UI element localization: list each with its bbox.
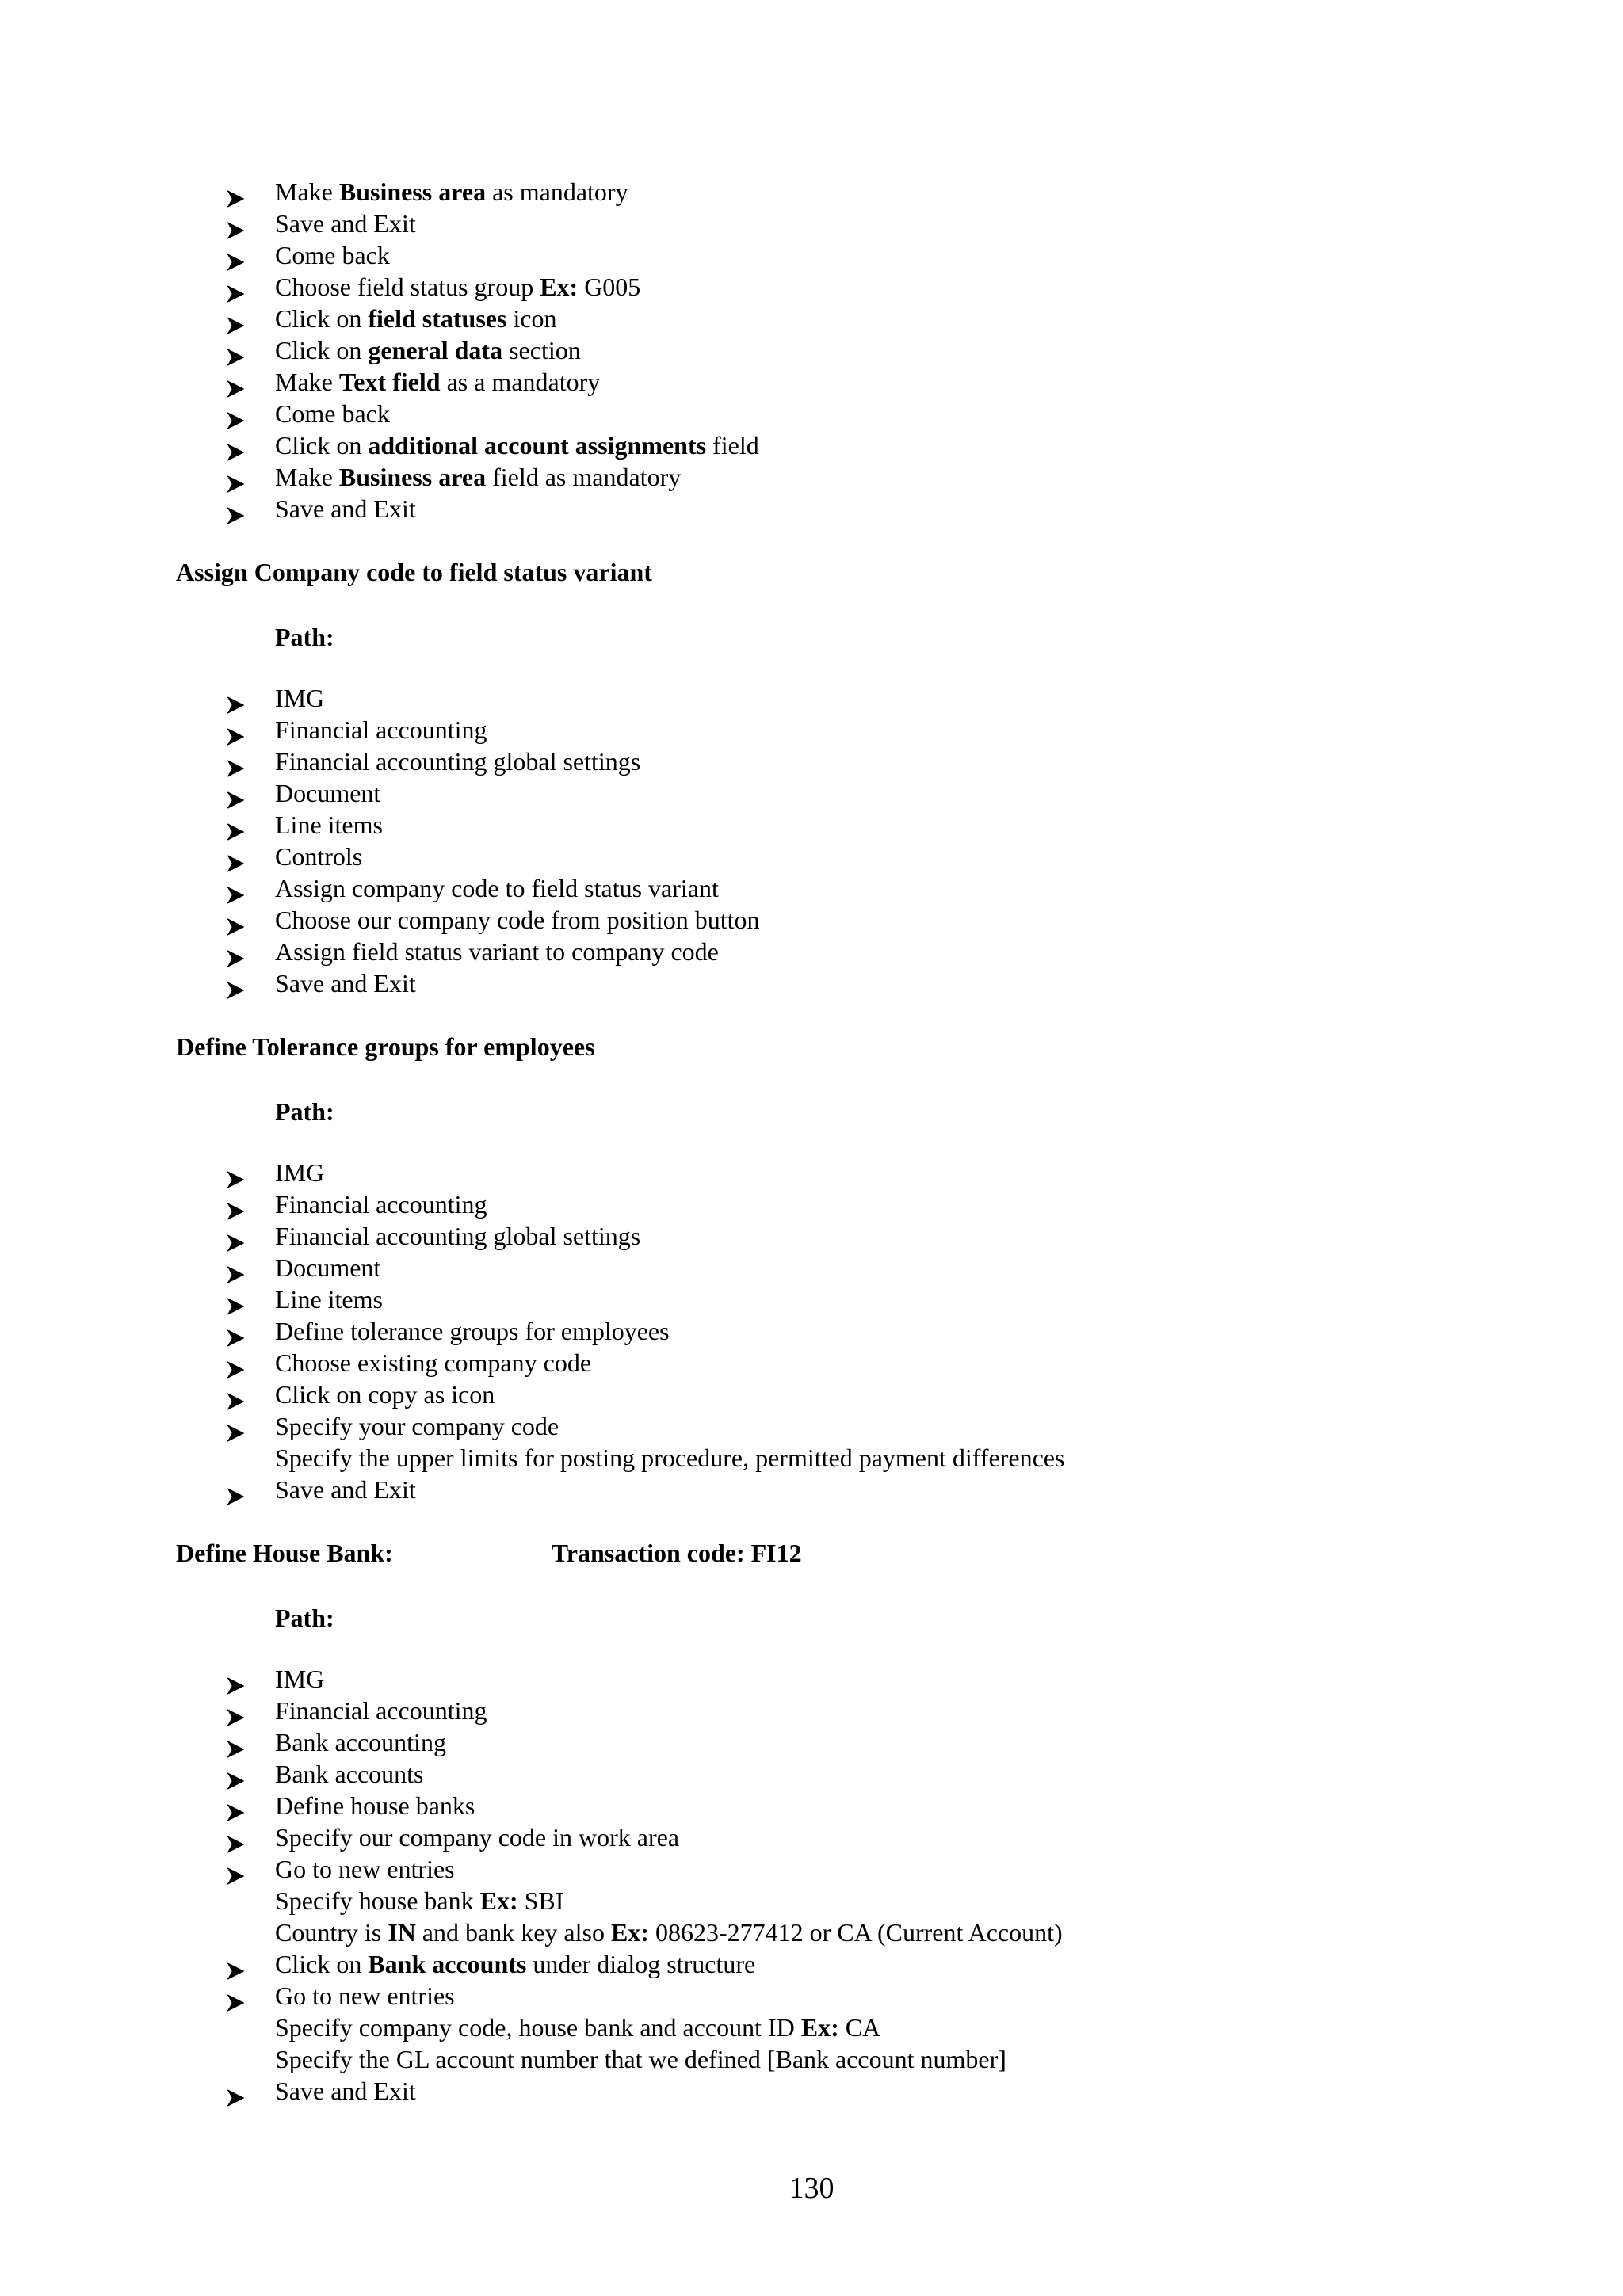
text-run: Make xyxy=(275,463,339,491)
list-item xyxy=(176,1948,1460,1980)
list-item xyxy=(176,1695,1460,1726)
arrow-bullet-icon xyxy=(227,1670,244,1688)
bullet-list-tolerance xyxy=(176,1157,1460,1505)
bold-text: Ex: xyxy=(540,273,579,301)
list-item xyxy=(176,1379,1460,1410)
bold-text: Ex: xyxy=(479,1886,518,1915)
bold-text: general data xyxy=(368,336,503,364)
arrow-bullet-icon xyxy=(227,1987,244,2004)
path-label: Path: xyxy=(275,1097,334,1126)
text-run: Specify house bank xyxy=(275,1886,480,1915)
transaction-code: Transaction code: FI12 xyxy=(551,1539,802,1567)
list-item xyxy=(176,1726,1460,1758)
list-item xyxy=(176,1663,1460,1695)
text-run: Click on copy as icon xyxy=(275,1380,495,1409)
document-body xyxy=(176,176,1460,2107)
heading-text: Define House Bank: xyxy=(176,1539,393,1567)
text-run: field xyxy=(706,431,759,460)
list-item xyxy=(176,334,1460,366)
arrow-bullet-icon xyxy=(227,753,244,770)
arrow-bullet-icon xyxy=(227,278,244,296)
arrow-bullet-icon xyxy=(227,1797,244,1814)
page-number: 130 xyxy=(789,2172,834,2205)
text-run: Document xyxy=(275,779,381,807)
list-item xyxy=(176,777,1460,809)
text-run: Specify company code, house bank and account ID xyxy=(275,2013,801,2042)
arrow-bullet-icon xyxy=(227,1291,244,1308)
path-label: Path: xyxy=(275,623,334,651)
arrow-bullet-icon xyxy=(227,911,244,929)
arrow-bullet-icon xyxy=(227,468,244,486)
arrow-bullet-icon xyxy=(227,373,244,391)
text-run: section xyxy=(502,336,581,364)
bold-text: IN xyxy=(388,1918,416,1947)
text-run: Click on xyxy=(275,1950,369,1978)
text-run: Save and Exit xyxy=(275,209,416,238)
text-run: Financial accounting global settings xyxy=(275,1222,641,1250)
list-item-continuation xyxy=(176,2012,1460,2043)
text-run: Document xyxy=(275,1253,381,1282)
list-item xyxy=(176,1980,1460,2012)
text-run: Country is xyxy=(275,1918,388,1947)
text-run: as a mandatory xyxy=(440,368,601,396)
text-run: Define tolerance groups for employees xyxy=(275,1317,670,1345)
text-run: Bank accounting xyxy=(275,1728,446,1756)
arrow-bullet-icon xyxy=(227,1702,244,1719)
text-run: Financial accounting xyxy=(275,1696,487,1725)
text-run: Define house banks xyxy=(275,1791,475,1820)
path-label: Path: xyxy=(275,1604,334,1632)
text-run: Save and Exit xyxy=(275,2077,416,2105)
list-item xyxy=(176,176,1460,208)
arrow-bullet-icon xyxy=(227,848,244,865)
arrow-bullet-icon xyxy=(227,943,244,960)
section-heading-tolerance-groups: Define Tolerance groups for employees xyxy=(176,1032,595,1061)
bold-text: Bank accounts xyxy=(368,1950,527,1978)
bold-text: additional account assignments xyxy=(368,431,707,460)
bold-text: field statuses xyxy=(368,304,507,333)
arrow-bullet-icon xyxy=(227,183,244,200)
arrow-bullet-icon xyxy=(227,2082,244,2100)
arrow-bullet-icon xyxy=(227,974,244,992)
list-item xyxy=(176,461,1460,493)
text-run: Choose field status group xyxy=(275,273,540,301)
bullet-list-assign xyxy=(176,682,1460,999)
arrow-bullet-icon xyxy=(227,1322,244,1340)
list-item xyxy=(176,1474,1460,1505)
arrow-bullet-icon xyxy=(227,341,244,359)
arrow-bullet-icon xyxy=(227,1227,244,1245)
list-item xyxy=(176,1821,1460,1853)
list-item xyxy=(176,1283,1460,1315)
text-run: Financial accounting xyxy=(275,1190,487,1219)
text-run: Specify your company code xyxy=(275,1412,559,1440)
list-item-continuation xyxy=(176,1917,1460,1948)
text-run: Click on xyxy=(275,431,369,460)
text-run: Specify the upper limits for posting procedure, permitted payment differences xyxy=(275,1444,1065,1472)
text-run: Bank accounts xyxy=(275,1760,424,1788)
list-item xyxy=(176,429,1460,461)
section-heading-assign-company-code: Assign Company code to field status variant xyxy=(176,558,652,586)
arrow-bullet-icon xyxy=(227,246,244,264)
text-run: CA xyxy=(838,2013,881,2042)
list-item xyxy=(176,714,1460,746)
bold-text: Text field xyxy=(338,368,441,396)
list-item-continuation xyxy=(176,1885,1460,1917)
text-run: Go to new entries xyxy=(275,1981,455,2010)
arrow-bullet-icon xyxy=(227,310,244,327)
arrow-bullet-icon xyxy=(227,1481,244,1498)
list-item xyxy=(176,967,1460,999)
text-run: Financial accounting xyxy=(275,715,487,744)
text-run: and bank key also xyxy=(415,1918,611,1947)
arrow-bullet-icon xyxy=(227,1196,244,1213)
text-run: Line items xyxy=(275,810,383,839)
section-heading-house-bank xyxy=(176,1537,1460,1569)
list-item xyxy=(176,1347,1460,1379)
arrow-bullet-icon xyxy=(227,1417,244,1435)
text-run: Come back xyxy=(275,241,390,269)
list-item xyxy=(176,1758,1460,1790)
list-item xyxy=(176,1853,1460,1885)
text-run: Go to new entries xyxy=(275,1855,455,1883)
list-item xyxy=(176,366,1460,398)
text-run: SBI xyxy=(517,1886,564,1915)
list-item xyxy=(176,303,1460,334)
bullet-list-house-bank xyxy=(176,1663,1460,2107)
arrow-bullet-icon xyxy=(227,1259,244,1276)
text-run: field as mandatory xyxy=(486,463,682,491)
text-run: icon xyxy=(506,304,557,333)
list-item xyxy=(176,208,1460,239)
arrow-bullet-icon xyxy=(227,1354,244,1371)
list-item xyxy=(176,493,1460,524)
list-item xyxy=(176,1315,1460,1347)
text-run: Save and Exit xyxy=(275,494,416,523)
arrow-bullet-icon xyxy=(227,1164,244,1181)
arrow-bullet-icon xyxy=(227,437,244,454)
arrow-bullet-icon xyxy=(227,689,244,707)
arrow-bullet-icon xyxy=(227,1829,244,1846)
list-item xyxy=(176,1157,1460,1188)
list-item xyxy=(176,1252,1460,1283)
list-item xyxy=(176,239,1460,271)
bold-text: Ex: xyxy=(800,2013,839,2042)
list-item xyxy=(176,936,1460,967)
list-item xyxy=(176,1220,1460,1252)
bold-text: Ex: xyxy=(610,1918,649,1947)
text-run: Choose our company code from position button xyxy=(275,906,760,934)
arrow-bullet-icon xyxy=(227,500,244,517)
list-item xyxy=(176,841,1460,872)
arrow-bullet-icon xyxy=(227,1733,244,1751)
text-run: under dialog structure xyxy=(526,1950,756,1978)
arrow-bullet-icon xyxy=(227,215,244,232)
list-item xyxy=(176,1410,1460,1442)
arrow-bullet-icon xyxy=(227,721,244,738)
text-run: Save and Exit xyxy=(275,1475,416,1504)
arrow-bullet-icon xyxy=(227,879,244,897)
list-item xyxy=(176,682,1460,714)
text-run: Choose existing company code xyxy=(275,1348,592,1377)
arrow-bullet-icon xyxy=(227,1860,244,1878)
list-item xyxy=(176,1790,1460,1821)
text-run: IMG xyxy=(275,1665,325,1693)
list-item xyxy=(176,1188,1460,1220)
text-run: Come back xyxy=(275,399,390,428)
arrow-bullet-icon xyxy=(227,1386,244,1403)
text-run: IMG xyxy=(275,1158,325,1187)
list-item xyxy=(176,398,1460,429)
bold-text: Business area xyxy=(338,463,487,491)
text-run: Controls xyxy=(275,842,363,871)
list-item-continuation xyxy=(176,1442,1460,1474)
arrow-bullet-icon xyxy=(227,784,244,802)
text-run: Financial accounting global settings xyxy=(275,747,641,776)
text-run: Specify our company code in work area xyxy=(275,1823,680,1852)
list-item xyxy=(176,2075,1460,2107)
text-run: Specify the GL account number that we defined [Bank account number] xyxy=(275,2045,1006,2073)
text-run: Make xyxy=(275,177,339,206)
text-run: Assign company code to field status variant xyxy=(275,874,719,902)
text-run: 08623-277412 or CA (Current Account) xyxy=(648,1918,1063,1947)
list-item xyxy=(176,271,1460,303)
list-item xyxy=(176,904,1460,936)
arrow-bullet-icon xyxy=(227,405,244,422)
text-run: G005 xyxy=(578,273,641,301)
text-run: Assign field status variant to company code xyxy=(275,937,719,966)
text-run: Make xyxy=(275,368,339,396)
arrow-bullet-icon xyxy=(227,1955,244,1973)
bold-text: Business area xyxy=(338,177,487,206)
text-run: IMG xyxy=(275,684,325,712)
text-run: Line items xyxy=(275,1285,383,1314)
arrow-bullet-icon xyxy=(227,1765,244,1783)
text-run: Click on xyxy=(275,304,369,333)
arrow-bullet-icon xyxy=(227,816,244,833)
list-item xyxy=(176,809,1460,841)
list-item xyxy=(176,746,1460,777)
text-run: Save and Exit xyxy=(275,969,416,997)
list-item-continuation xyxy=(176,2043,1460,2075)
bullet-list-top xyxy=(176,176,1460,524)
text-run: Click on xyxy=(275,336,369,364)
text-run: as mandatory xyxy=(486,177,628,206)
list-item xyxy=(176,872,1460,904)
